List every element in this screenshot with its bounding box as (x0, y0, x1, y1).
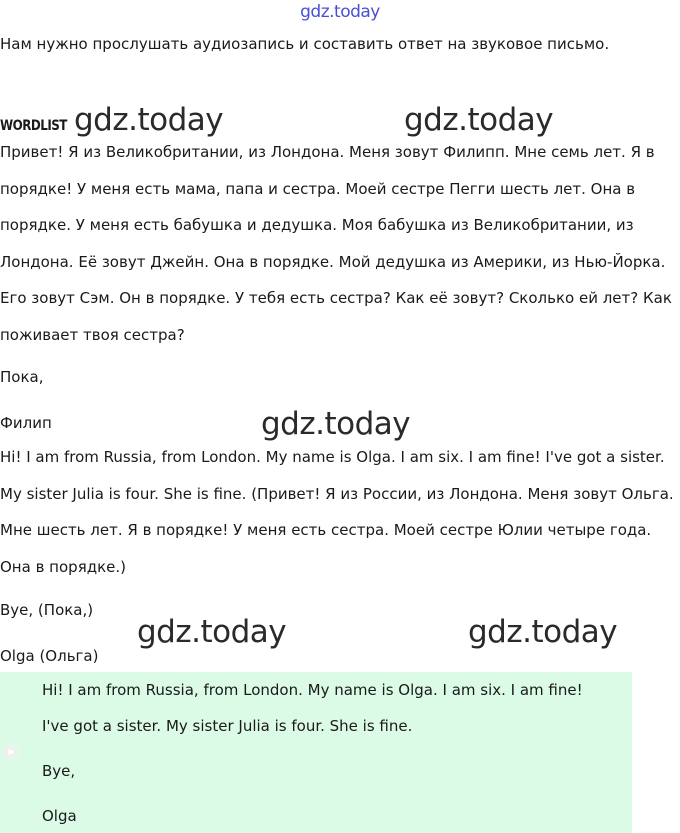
watermark: gdz.today (137, 614, 287, 650)
wordlist-label: WORDLIST (0, 118, 67, 134)
answer-line: Olga (42, 807, 77, 825)
answer-line: Hi! I am from Russia, from London. My name is Olga. I am six. I am fine! (42, 681, 583, 699)
reply-text: Hi! I am from Russia, from London. My name is Olga. I am six. I am fine! I've got a sister. My sister Julia is four. She is fine. (Привет! Я из России, из Лондона. Меня зовут Ольга. Мне шесть лет. Я в порядке! У меня есть сестра. Моей сестре Юлии четыре года. Она в порядке.) (0, 448, 674, 576)
letter-russian: Привет! Я из Великобритании, из Лондона. Меня зовут Филипп. Мне семь лет. Я в порядке! У меня есть мама, папа и сестра. Моей сестре Пегги шесть лет. Она в порядке. У меня есть бабушка и дедушка. Моя бабушка из Великобритании, из Лондона. Её зовут Джейн. Она в порядке. Мой дедушка из Америки, из Нью-Йорка. Его зовут Сэм. Он в порядке. У тебя есть сестра? Как её зовут? Сколько ей лет? Как поживает твоя сестра? (0, 143, 672, 344)
answer-line: Bye, (42, 762, 76, 780)
letter-closing: Пока, (0, 368, 44, 386)
task-intro: Нам нужно прослушать аудиозапись и составить ответ на звуковое письмо. (0, 35, 610, 53)
watermark: gdz.today (468, 614, 618, 650)
reply-signature: Olga (Ольга) (0, 647, 99, 665)
answer-line: I've got a sister. My sister Julia is four. She is fine. (42, 717, 413, 735)
watermark: gdz.today (261, 406, 411, 442)
watermark: gdz.today (74, 102, 224, 138)
header-watermark: gdz.today (300, 2, 380, 22)
letter-signature: Филип (0, 414, 52, 432)
reply-closing: Bye, (Пока,) (0, 601, 94, 619)
play-icon[interactable] (3, 744, 19, 760)
watermark: gdz.today (404, 102, 554, 138)
